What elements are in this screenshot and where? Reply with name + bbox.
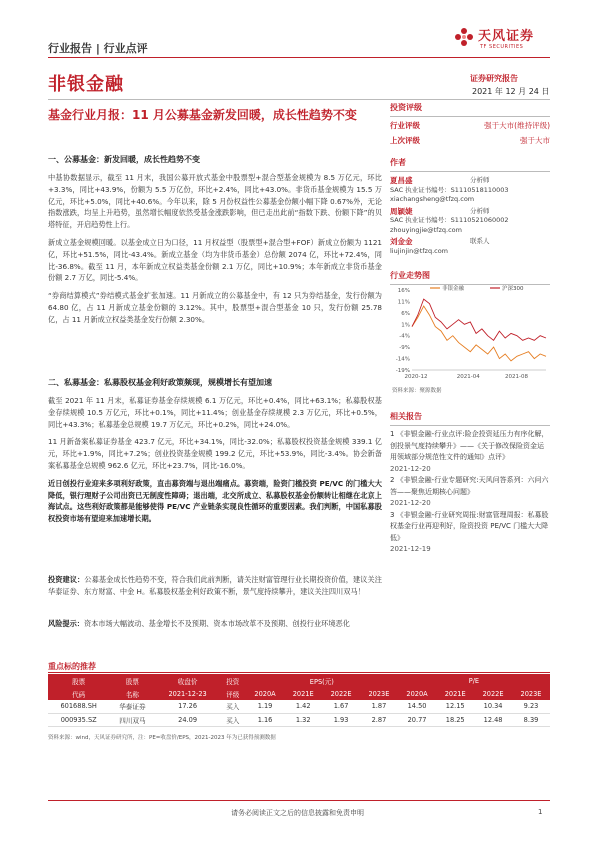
header-cell: 2022E xyxy=(322,687,360,700)
tf-logo-icon xyxy=(452,25,476,49)
paragraph: 新成立基金规模回暖。以基金成立日为口径，11 月权益型（股票型+混合型+FOF）新成立份额为 1121 亿，环比+51.5%，同比-43.4%。新成立基金（均为非货币基金）总份额 2074 亿，环比+72.4%，同比-36.8%。截至 11 月，本年新成立权益类基金份额 2.1 万亿，同比+10.9%；本年新成立非货币基金份额 2.7 万亿，同比-5.4%。 xyxy=(48,237,382,283)
risk-text: 资本市场大幅波动、基金增长不及预期、资本市场改革不及预期、创投行业环境恶化 xyxy=(83,619,350,628)
author-label: 作者 xyxy=(390,158,406,167)
author-email[interactable]: liujinjin@tfzq.com xyxy=(390,246,449,255)
investment-advice xyxy=(48,574,382,598)
header-cell: EPS(元) xyxy=(246,674,398,687)
trend-label: 行业走势图 xyxy=(390,271,430,280)
header-cell: 2022E xyxy=(474,687,512,700)
x-tick-label: 2021-04 xyxy=(456,374,480,380)
advice-label: 投资建议： xyxy=(48,575,85,584)
author-email[interactable]: zhouyingjie@tfzq.com xyxy=(390,225,462,234)
rating-block xyxy=(390,102,550,146)
disclaimer-footer: 请务必阅读正文之后的信息披露和免责申明 xyxy=(231,809,364,817)
paragraph: “券商结算模式”券结模式基金扩张加速。11 月新成立的公募基金中，有 12 只为券结基金，发行份额为 64.80 亿，占 11 月新成立基金份额的 3.12%。其中，股票型+混合型基金 10 只，发行份额 25.78 亿，占 11 月新成立权益类基金发行份额 2.30%。 xyxy=(48,291,382,324)
paragraph: 近日创投行业迎来多项利好政策，直击募资端与退出端痛点。募资端，险资门槛投资 PE/VC 的门槛大大降低，银行理财子公司出资已无制度性障碍；退出端，北交所成立、私募股权基金份额转让相继在北京上海试点。这些利好政策都是能够使得 PE/VC 产业链条实现良性循环的重要因素。我们判断，中国私募股权投资市场有望迎来加速增长期。 xyxy=(48,478,382,524)
author-entry: 周颖婕 分析师 SAC 执业证书编号：S1110521060002 zhouyingjie@tfzq.com xyxy=(390,207,550,236)
related-block xyxy=(390,411,550,556)
related-label: 相关报告 xyxy=(390,412,422,421)
section-1 xyxy=(48,154,382,326)
author-entry: 刘金金 联系人 liujinjin@tfzq.com xyxy=(390,237,550,256)
rating-label: 投资评级 xyxy=(390,103,422,112)
y-tick-label: -4% xyxy=(399,333,410,340)
report-title: 基金行业月报：11 月公募基金新发回暖，成长性趋势不变 xyxy=(48,108,357,122)
header-rule xyxy=(48,57,550,58)
rating-row: 上次评级 强于大市 xyxy=(390,136,550,145)
header-cell: 评级 xyxy=(220,687,246,700)
table-row: 000935.SZ 四川双马 24.09 买入 1.16 1.32 1.93 2.87 20.77 18.25 12.48 8.39 xyxy=(48,713,550,726)
report-type: 证券研究报告 xyxy=(470,74,518,83)
sector-title: 非银金融 xyxy=(48,74,124,95)
logo-subtext: TF SECURITIES xyxy=(480,44,524,50)
report-date: 2021 年 12 月 24 日 xyxy=(472,87,550,96)
series-line xyxy=(412,306,546,361)
risk-warning xyxy=(48,618,382,630)
related-item[interactable]: 3 《非银金融-行业研究周报:财富管理周报：私募股权基金行业再迎利好，险资投资 PE/VC 门槛大大降低》 2021-12-19 xyxy=(390,510,549,553)
header-cell: 股票 xyxy=(109,674,155,687)
header-cell: 2020A xyxy=(398,687,436,700)
header-cell: 股票 xyxy=(48,674,109,687)
author-block xyxy=(390,157,550,256)
author-entry: 夏昌盛 分析师 SAC 执业证书编号：S1110518110003 xiachangsheng@tfzq.com xyxy=(390,176,550,205)
related-item[interactable]: 1 《非银金融-行业点评:险企投资延压力有序化解，创投景气度持续攀升》——《关于修改保险资金运用领域部分规范性文件的通知》点评》 2021-12-20 xyxy=(390,430,549,473)
trend-chart xyxy=(390,284,550,382)
title-rule xyxy=(48,99,550,100)
logo-text: 天风证券 xyxy=(478,29,535,44)
header-cell: P/E xyxy=(398,674,550,687)
header-cell: 2021-12-23 xyxy=(155,687,219,700)
header-cell: 2021E xyxy=(284,687,322,700)
risk-label: 风险提示： xyxy=(48,619,84,628)
related-item[interactable]: 2 《非银金融-行业专题研究:天风问答系列：六问六答——聚焦近期核心问题》 2021-12-20 xyxy=(390,476,549,507)
y-tick-label: -14% xyxy=(395,356,410,363)
report-category: 行业报告 | 行业点评 xyxy=(48,42,148,55)
chart-source: 资料来源：聚源数据 xyxy=(392,388,442,394)
table-row: 601688.SH 华泰证券 17.26 买入 1.19 1.42 1.67 1.87 14.50 12.15 10.34 9.23 xyxy=(48,700,550,713)
header-cell: 收盘价 xyxy=(155,674,219,687)
header-cell: 2020A xyxy=(246,687,284,700)
table-note: 资料来源：wind，天风证券研究所，注：PE=收盘价/EPS，2021-2023 年为已获得预测数据 xyxy=(48,735,276,741)
stocks-table xyxy=(48,674,550,727)
author-email[interactable]: xiachangsheng@tfzq.com xyxy=(390,195,475,203)
header-cell: 代码 xyxy=(48,687,109,700)
x-tick-label: 2020-12 xyxy=(404,374,428,380)
section-heading: 一、公募基金：新发回暖，成长性趋势不变 xyxy=(48,155,200,164)
legend-label: 非银金融 xyxy=(442,286,465,292)
section-2 xyxy=(48,377,382,525)
legend-label: 沪深300 xyxy=(502,286,524,292)
paragraph: 中基协数据显示，截至 11 月末，我国公募开放式基金中股票型+混合型基金规模为 8.5 万亿元，环比+3.3%，同比+43.9%，份额为 5.5 万亿份，环比+2.4%，同比+43.0%。非货币基金规模为 15.5 万亿元，环比+5.0%，同比+40.6%。今年以来，除 5 月份权益性公募基金份额小幅下降 0.67%外，无论指数涨跌，均呈上升趋势，虽然增长幅度依然受基金涨跌影响，但已走出此前“指数下跌、份额下降”的贝塔特征，开启趋势性上行。 xyxy=(48,173,382,230)
y-tick-label: -9% xyxy=(399,345,410,352)
advice-text: 公募基金成长性趋势不变，符合我们此前判断，请关注财富管理行业长期投资价值，建议关注华泰证券、东方财富、中金 H。私募股权基金利好政策不断，景气度持续攀升，建议关注四川双马！ xyxy=(48,575,382,596)
section-heading: 二、私募基金：私募股权基金利好政策频现，规模增长有望加速 xyxy=(48,378,272,387)
x-tick-label: 2021-08 xyxy=(505,374,529,380)
y-tick-label: 11% xyxy=(397,299,410,306)
paragraph: 截至 2021 年 11 月末，私募证券基金存续规模 6.1 万亿元，环比+0.4%，同比+63.1%；私募股权基金存续规模 10.5 万亿元，环比+0.1%，同比+11.4%；创业基金存续规模 2.3 万亿元，环比+0.5%，同比+43.3%；私募基金总规模 19.7 万亿元，环比+0.2%，同比+24.0%。 xyxy=(48,396,382,429)
y-tick-label: 6% xyxy=(401,310,410,317)
header-cell: 名称 xyxy=(109,687,155,700)
header-cell: 2023E xyxy=(360,687,398,700)
y-tick-label: 1% xyxy=(401,322,410,329)
header-cell: 投资 xyxy=(220,674,246,687)
page-number: 1 xyxy=(538,808,543,816)
table-caption: 重点标的推荐 xyxy=(48,662,96,671)
rating-row: 行业评级 强于大市(维持评级) xyxy=(390,121,550,130)
header-cell: 2023E xyxy=(512,687,550,700)
y-tick-label: -19% xyxy=(395,368,410,374)
y-tick-label: 16% xyxy=(397,288,410,294)
header-cell: 2021E xyxy=(436,687,474,700)
paragraph: 11 月新备案私募证券基金 423.7 亿元，环比+34.1%，同比-32.0%；私募股权投资基金规模 339.1 亿元，环比+1.9%，同比+7.2%；创业投资基金规模 199.2 亿元，环比+53.9%，同比-3.4%。协会新备案私募基金总规模 962.6 亿元，环比+23.7%，同比-16.0%。 xyxy=(48,437,382,470)
